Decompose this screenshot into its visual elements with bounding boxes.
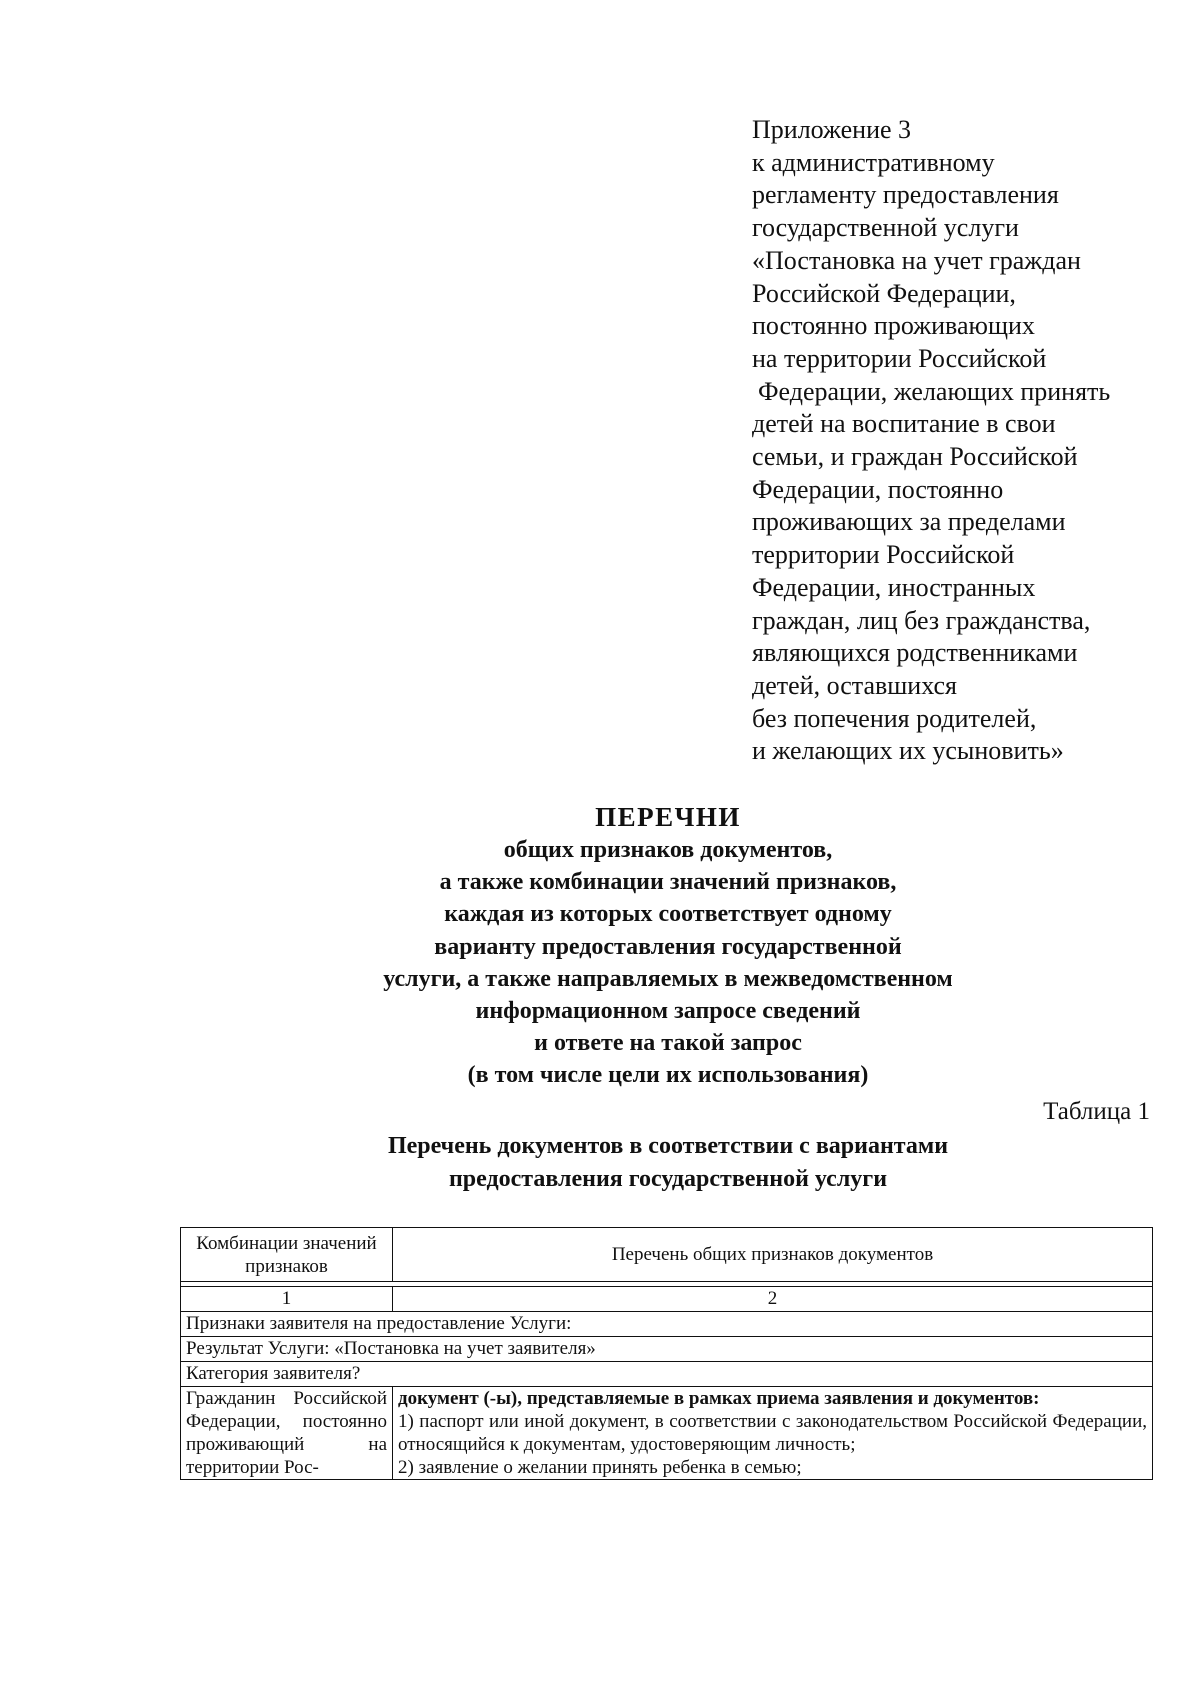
appendix-line: являющихся родственниками [752, 638, 1078, 668]
documents-table [180, 1227, 1153, 1480]
appendix-line: проживающих за пределами [752, 507, 1066, 537]
appendix-line: «Постановка на учет граждан [752, 245, 1081, 275]
appendix-line: на территории Российской [752, 343, 1047, 373]
table-title [0, 1130, 1200, 1196]
column-number-1: 1 [181, 1287, 393, 1312]
row-applicant-category: Категория заявителя? [181, 1362, 1153, 1387]
column-number-2: 2 [393, 1287, 1153, 1312]
document-title [0, 800, 1200, 1092]
appendix-block [752, 114, 1172, 768]
appendix-line: Федерации, иностранных [752, 572, 1036, 602]
appendix-line: без попечения родителей, [752, 703, 1037, 733]
appendix-line: Приложение 3 [752, 115, 912, 144]
documents-cell [393, 1387, 1153, 1480]
row-applicant-signs: Признаки заявителя на предоставление Услуги: [181, 1312, 1153, 1337]
document-item: 1) паспорт или иной документ, в соответствии с законодательством Российской Федерации, относящийся к документам, удостоверяющим личность; [398, 1411, 1147, 1455]
appendix-line: Федерации, желающих принять [758, 376, 1111, 406]
table-row [181, 1362, 1153, 1387]
appendix-line: постоянно проживающих [752, 311, 1035, 341]
appendix-line: детей, оставшихся [752, 670, 957, 700]
header-cell-document-signs: Перечень общих признаков документов [393, 1228, 1153, 1282]
title-line: информационном запросе сведений [475, 998, 861, 1025]
table-row [181, 1312, 1153, 1337]
table-number-row [181, 1287, 1153, 1312]
title-line: общих признаков документов, [503, 837, 833, 863]
appendix-line: регламенту предоставления [752, 180, 1059, 210]
title-line: каждая из которых соответствует одному [444, 901, 892, 928]
table-row [181, 1337, 1153, 1362]
appendix-line: граждан, лиц без гражданства, [752, 605, 1091, 635]
document-item: 2) заявление о желании принять ребенка в семью; [398, 1457, 802, 1478]
appendix-line: к административному [752, 147, 995, 177]
table-title-line: Перечень документов в соответствии с вариантами [387, 1133, 949, 1159]
table-row [181, 1387, 1153, 1480]
header-cell-combinations: Комбинации значений признаков [181, 1228, 393, 1282]
documents-heading: документ (-ы), представляемые в рамках приема заявления и документов: [398, 1388, 1040, 1409]
appendix-line: детей на воспитание в свои [752, 409, 1056, 439]
table-label: Таблица 1 [1043, 1098, 1150, 1125]
title-main: ПЕРЕЧНИ [595, 802, 741, 832]
appendix-line: и желающих их усыновить» [752, 736, 1064, 766]
category-cell: Гражданин Российской Федерации, постоянно проживающий на территории Рос- [181, 1387, 393, 1480]
title-line: а также комбинации значений признаков, [439, 869, 897, 896]
appendix-line: семьи, и граждан Российской [752, 442, 1078, 472]
title-line: услуги, а также направляемых в межведомственном [383, 965, 953, 992]
table-title-line: предоставления государственной услуги [448, 1166, 888, 1192]
title-line: варианту предоставления государственной [434, 933, 902, 960]
appendix-line: территории Российской [752, 540, 1015, 570]
title-line: и ответе на такой запрос [534, 1030, 802, 1057]
appendix-line: Федерации, постоянно [752, 474, 1004, 504]
table-header-row [181, 1228, 1153, 1282]
appendix-line: государственной услуги [752, 213, 1019, 243]
row-service-result: Результат Услуги: «Постановка на учет заявителя» [181, 1337, 1153, 1362]
title-line: (в том числе цели их использования) [467, 1062, 869, 1089]
appendix-line: Российской Федерации, [752, 278, 1016, 308]
